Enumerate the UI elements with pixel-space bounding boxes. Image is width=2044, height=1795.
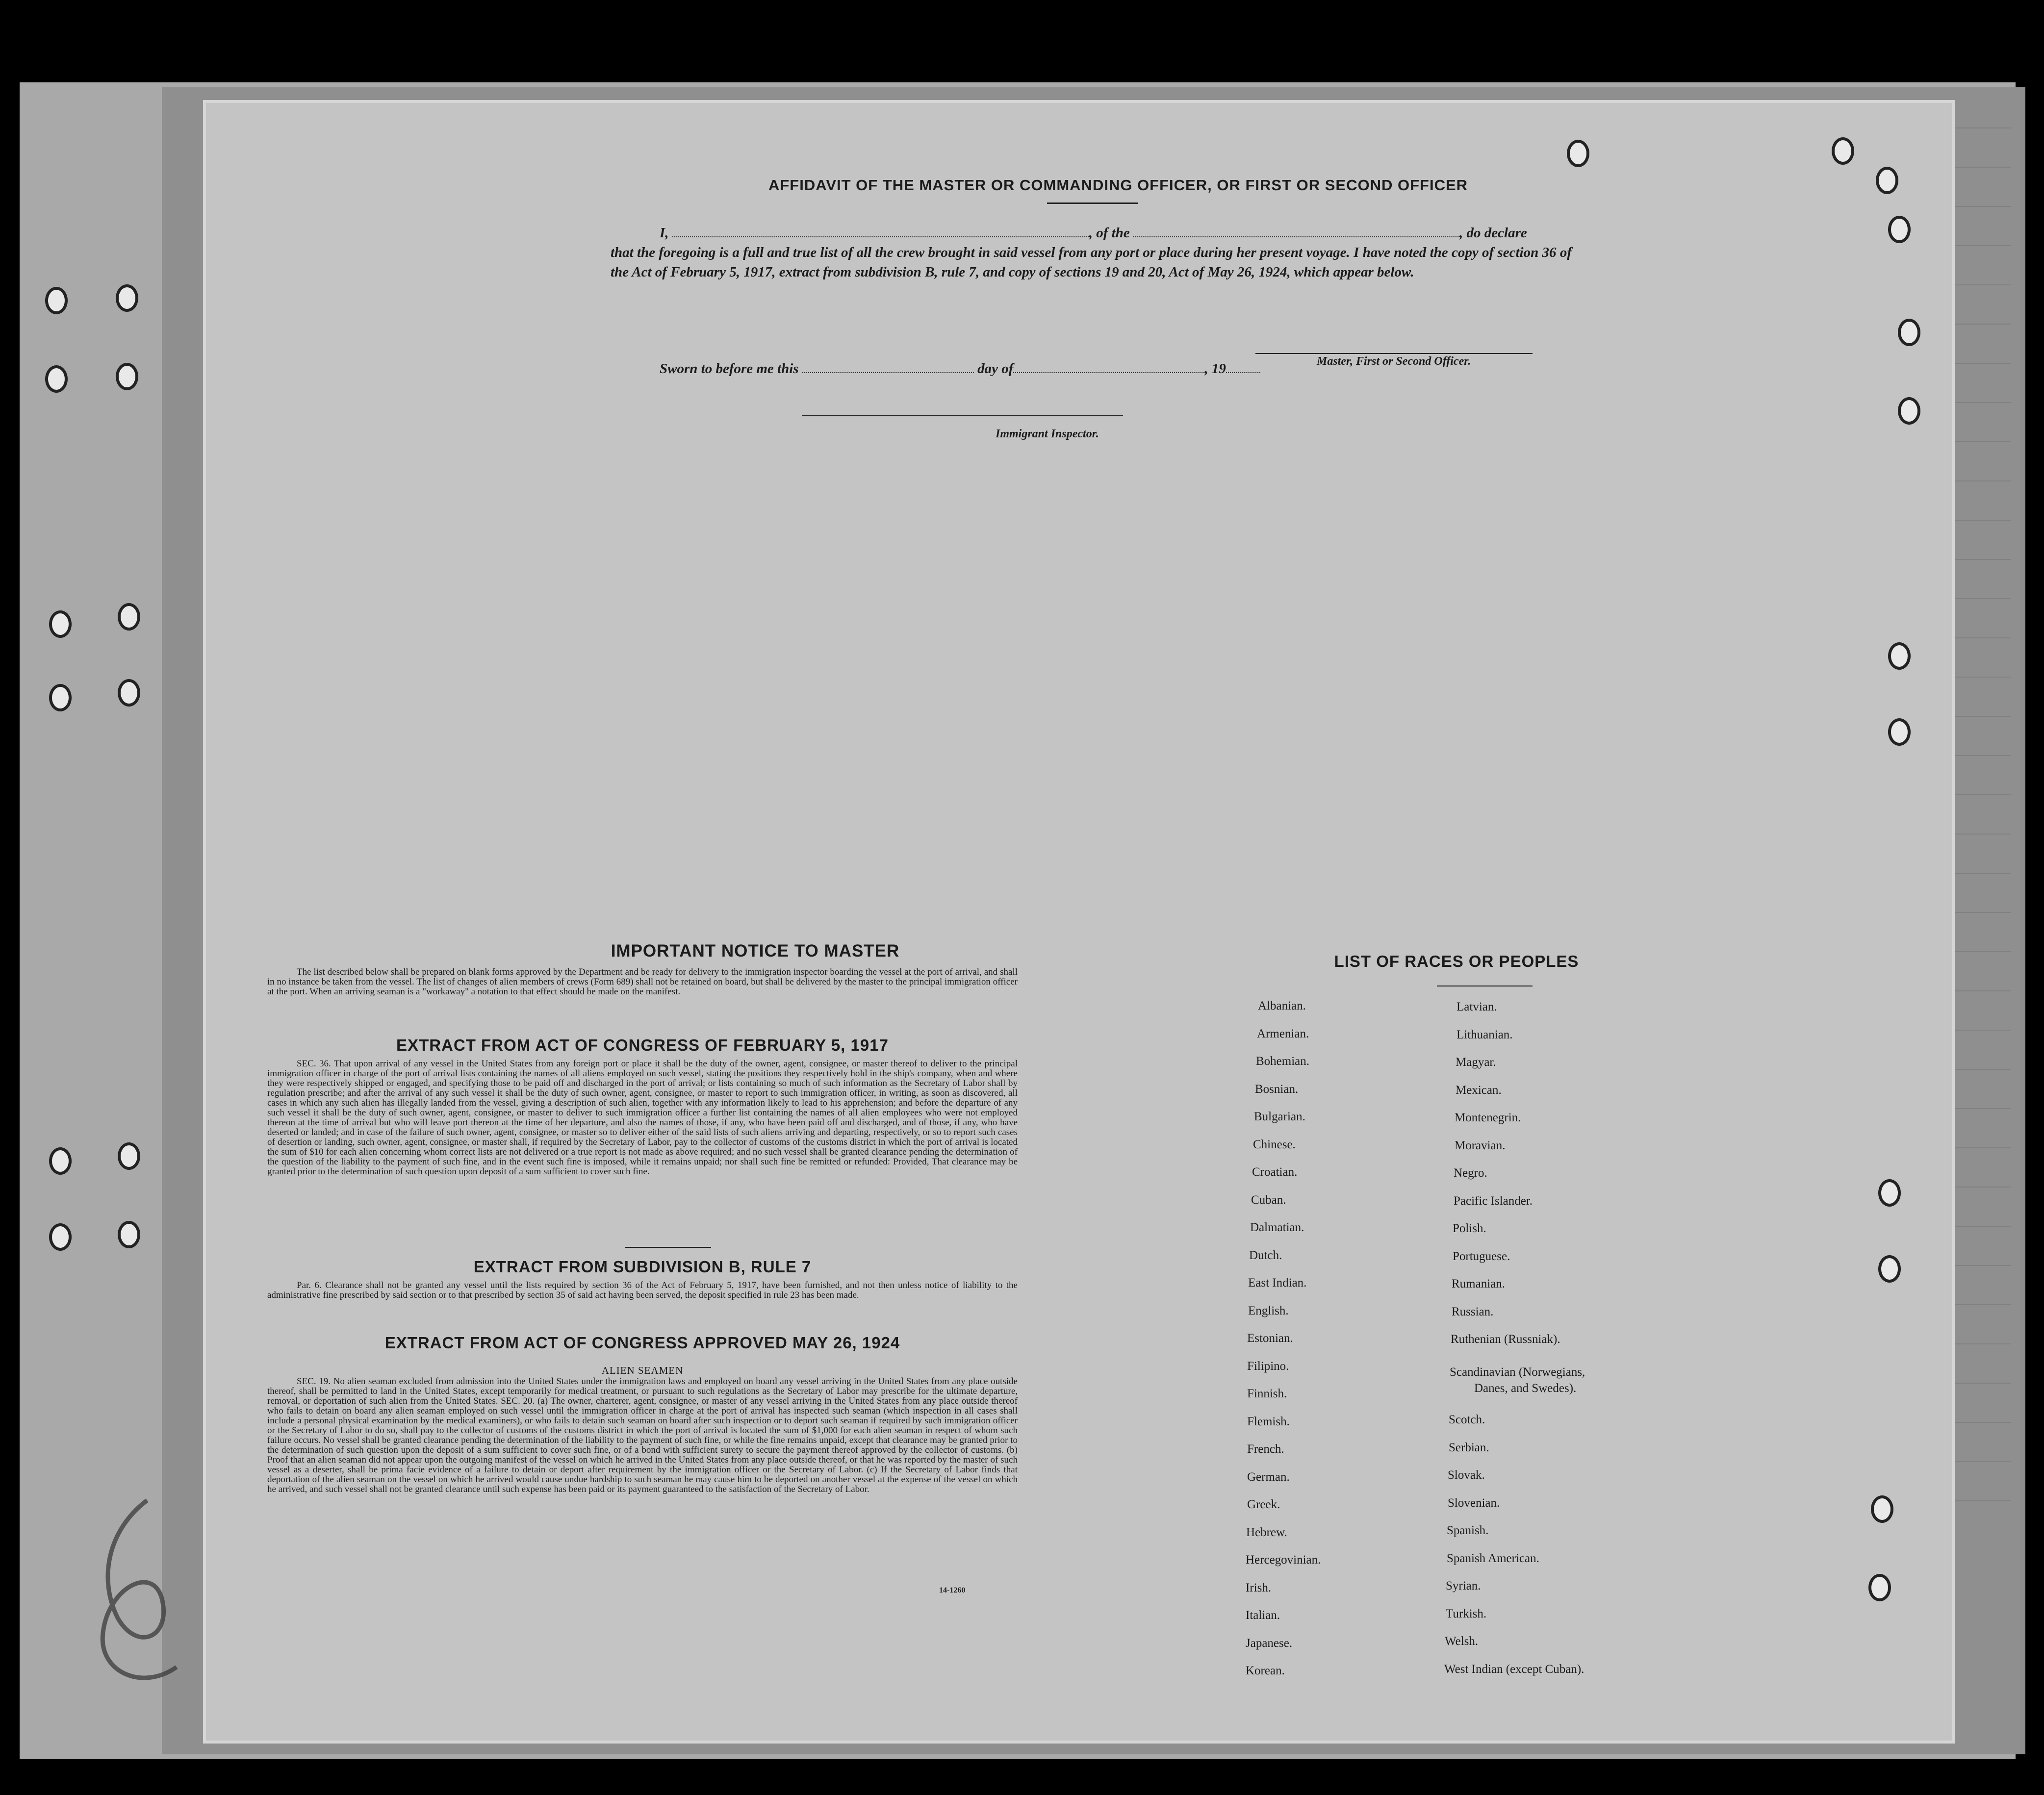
binder-hole (49, 610, 72, 638)
alien-seamen-subtitle: ALIEN SEAMEN (601, 1365, 684, 1376)
binder-hole (1871, 1495, 1893, 1523)
binder-hole (1868, 1574, 1891, 1601)
divider (625, 1247, 711, 1248)
race-item: Russian. (1452, 1305, 1494, 1318)
sworn-day-field[interactable] (802, 360, 974, 373)
race-item: Cuban. (1251, 1193, 1286, 1207)
year-label: , 19 (1204, 361, 1226, 377)
race-item: Lithuanian. (1456, 1028, 1513, 1041)
affidavit-statement (611, 223, 1572, 282)
race-item: Bosnian. (1255, 1083, 1299, 1096)
notice-title: IMPORTANT NOTICE TO MASTER (611, 941, 900, 961)
race-item: Danes, and Swedes). (1474, 1382, 1577, 1395)
master-signature-label: Master, First or Second Officer. (1317, 355, 1471, 368)
race-item: Dalmatian. (1250, 1221, 1304, 1234)
day-of-label: day of (977, 361, 1014, 377)
race-item: Welsh. (1445, 1635, 1479, 1648)
race-item: Spanish. (1447, 1524, 1489, 1537)
race-item: Turkish. (1446, 1607, 1487, 1620)
race-item: Bulgarian. (1254, 1110, 1305, 1123)
race-item: Flemish. (1247, 1415, 1290, 1428)
inspector-signature-label: Immigrant Inspector. (996, 428, 1099, 440)
race-item: Mexican. (1456, 1084, 1502, 1097)
race-item: Filipino. (1247, 1360, 1289, 1373)
binder-hole (1888, 642, 1911, 670)
race-item: Negro. (1454, 1166, 1487, 1180)
race-item: Polish. (1453, 1222, 1486, 1235)
race-item: Pacific Islander. (1454, 1194, 1533, 1208)
race-item: Albanian. (1258, 999, 1306, 1012)
i-label: I, (660, 225, 669, 241)
binder-hole (49, 1147, 72, 1175)
vessel-name-field[interactable] (1133, 225, 1459, 237)
binder-hole (1888, 216, 1911, 243)
affidavit-sheet (206, 103, 1952, 1741)
binder-hole (1567, 140, 1589, 167)
race-item: Scotch. (1449, 1413, 1485, 1426)
extract-1924-title: EXTRACT FROM ACT OF CONGRESS APPROVED MAY 26, 1924 (384, 1334, 900, 1352)
race-item: Slovenian. (1448, 1496, 1500, 1510)
race-item: Japanese. (1246, 1637, 1293, 1650)
binder-hole (1878, 1255, 1901, 1283)
race-item: Slovak. (1448, 1468, 1485, 1482)
race-item: Syrian. (1446, 1579, 1481, 1593)
binder-hole (49, 684, 72, 711)
extract-1917-title: EXTRACT FROM ACT OF CONGRESS OF FEBRUARY 5, 1917 (396, 1036, 889, 1054)
race-item: French. (1247, 1442, 1284, 1456)
sworn-month-field[interactable] (1013, 360, 1204, 373)
race-item: Ruthenian (Russniak). (1451, 1333, 1560, 1346)
race-item: Hercegovinian. (1246, 1553, 1321, 1567)
notice-text: The list described below shall be prepared on blank forms approved by the Department and be ready for delivery to the immigration inspector boarding the vessel at the port of arrival, and shall in no instance be taken from the vessel. The list of changes of alien members of crews (Form 689) shall not be retained on board, but shall be delivered by the master to the principal immigration officer at the port. When an arriving seaman is a "workaway" a notation to that effect should be made on the manifest. (267, 967, 1018, 997)
sworn-statement (660, 360, 1260, 377)
master-name-field[interactable] (672, 225, 1089, 237)
race-item: Irish. (1246, 1581, 1272, 1594)
binder-hole (1888, 718, 1911, 746)
race-item: East Indian. (1248, 1276, 1307, 1289)
binder-hole (1898, 319, 1920, 346)
binder-hole (1898, 397, 1920, 425)
binder-hole (45, 365, 68, 393)
race-item: Magyar. (1456, 1056, 1496, 1069)
races-title: LIST OF RACES OR PEOPLES (1334, 952, 1579, 970)
race-item: Rumanian. (1452, 1277, 1506, 1290)
form-number: 14-1260 (939, 1586, 966, 1594)
race-item: Estonian. (1247, 1332, 1293, 1345)
race-item: Finnish. (1247, 1387, 1287, 1400)
extract-1924-text: SEC. 19. No alien seaman excluded from admission into the United States under the immigration laws and employed on board any vessel arriving in the United States from any place outside thereof, shall be permitted to land in the United States, except temporarily for medical treatment, or pursuant to such regulations as the Secretary of Labor may prescribe for the ultimate departure, removal, or deportation of such alien from the United States. SEC. 20. (a) The owner, charterer, agent, consignee, or master of any vessel arriving in the United States from any place outside thereof who fails to detain on board any alien seaman employed on such vessel until the immigration officer in charge at the port of arrival has inspected such seaman (which inspection in all cases shall include a personal physical examination by the medical examiners), or who fails to detain such seaman on board after such inspection or to deport such seaman if required by such immigration officer or the Secretary of Labor to do so, shall pay to the collector of customs of the customs district in which the port of arrival is located the sum of $1,000 for each alien seaman in respect of whom such failure occurs. No vessel shall be granted clearance pending the determination of the liability to the payment of such fine, or while the fine remains unpaid, except that clearance may be granted prior to the determination of such question upon the deposit of a sum sufficient to cover such fine, or of a bond with sufficient surety to secure the payment thereof approved by the collector of customs. (b) Proof that an alien seaman did not appear upon the outgoing manifest of the vessel on which he arrived in the United States from any place outside thereof, or that he was reported by the master of such vessel as a deserter, shall be prima facie evidence of a failure to detain or deport after requirement by the immigration officer or the Secretary of Labor. (c) If the Secretary of Labor finds that deportation of the alien seaman on the vessel on which he arrived would cause undue hardship to such seaman he may cause him to be deported on another vessel at the expense of the vessel on which he arrived, and such vessel shall not be granted clearance until such expense has been paid or its payment guaranteed to the satisfaction of the Secretary of Labor. (267, 1376, 1018, 1494)
binder-hole (118, 1142, 140, 1170)
affidavit-body: that the foregoing is a full and true list of all the crew brought in said vessel from any port or place during her present voyage. I have noted the copy of section 36 of the Act of February 5, 1917, extract from subdivision B, rule 7, and copy of sections 19 and 20, Act of May 26, 1924, which appear below. (611, 245, 1572, 280)
race-item: Chinese. (1253, 1138, 1296, 1151)
race-item: Scandinavian (Norwegians, (1450, 1365, 1585, 1379)
binder-hole (1832, 137, 1854, 165)
of-the-label: , of the (1089, 225, 1130, 241)
binder-hole (49, 1223, 72, 1251)
binder-hole (118, 1221, 140, 1248)
race-item: Moravian. (1455, 1139, 1506, 1152)
race-item: Italian. (1246, 1609, 1280, 1622)
race-item: Serbian. (1449, 1441, 1489, 1454)
race-item: Spanish American. (1447, 1552, 1539, 1565)
race-item: West Indian (except Cuban). (1444, 1663, 1584, 1676)
extract-1917-text: SEC. 36. That upon arrival of any vessel in the United States from any foreign port or place it shall be the duty of the owner, agent, consignee, or master thereof to deliver to the principal immigration officer in charge of the port of arrival lists containing the names of all aliens employed on such vessel, stating the positions they respectively hold in the ship's company, when and where they were respectively shipped or engaged, and specifying those to be paid off and discharged in the port of arrival; or lists containing so much of such information as the Secretary of Labor shall by regulation prescribe; and after the arrival of any such vessel it shall be the duty of such owner, agent, consignee, or master to report to such immigration officer, in writing, as soon as discovered, all cases in which any such alien has illegally landed from the vessel, giving a description of such alien, together with any information likely to lead to his apprehension; and before the departure of any such vessel it shall be the duty of such owner, agent, consignee, or master to deliver to such immigration officer a further list containing the names of all alien employees who were not employed thereon at the time of arrival but who will leave port thereon at the time of her departure, and also the names of those, if any, who have been paid off and discharged, and of those, if any, who have deserted or landed; and in case of the failure of such owner, agent, consignee, or master so to deliver either of the said lists of such aliens arriving and departing, respectively, or so to report such cases of desertion or landing, such owner, agent, consignee, or master shall, if required by the Secretary of Labor, pay to the collector of customs of the customs district in which the port of arrival is located the sum of $10 for each alien concerning whom correct lists are not delivered or a true report is not made as above required; and no such vessel shall be granted clearance pending the determination of the question of the liability to the payment of such fine, and in the event such fine is imposed, while it remains unpaid; nor shall such fine be remitted or refunded: Provided, That clearance may be granted prior to the determination of such question upon deposit of a sum sufficient to cover such fine. (267, 1059, 1018, 1177)
binder-hole (45, 287, 68, 314)
binder-hole (1878, 1179, 1901, 1207)
inspector-signature-line[interactable] (802, 415, 1123, 416)
binder-hole (116, 284, 138, 312)
pen-scribble (88, 1491, 206, 1696)
rule-7-text: Par. 6. Clearance shall not be granted any vessel until the lists required by section 36 of the Act of February 5, 1917, have been furnished, and not then unless notice of liability to the administrative fine prescribed by said section or to that prescribed by section 35 of said act having been served, the deposit specified in rule 23 has been made. (267, 1280, 1018, 1300)
affidavit-title: AFFIDAVIT OF THE MASTER OR COMMANDING OFFICER, OR FIRST OR SECOND OFFICER (768, 177, 1468, 194)
rule-7-title: EXTRACT FROM SUBDIVISION B, RULE 7 (473, 1258, 812, 1276)
binder-hole (118, 603, 140, 631)
binder-hole (118, 679, 140, 707)
race-item: Latvian. (1456, 1000, 1497, 1013)
race-item: Hebrew. (1246, 1526, 1287, 1539)
binder-hole (116, 363, 138, 390)
race-item: English. (1248, 1304, 1289, 1317)
master-signature-line[interactable] (1255, 353, 1533, 354)
race-item: Portuguese. (1453, 1250, 1510, 1263)
sworn-year-field[interactable] (1226, 360, 1260, 373)
race-item: Croatian. (1252, 1165, 1298, 1179)
race-item: Montenegrin. (1455, 1111, 1521, 1124)
divider (1047, 202, 1138, 204)
race-item: Dutch. (1249, 1249, 1282, 1262)
do-declare-label: , do declare (1459, 225, 1527, 241)
binder-hole (1876, 167, 1898, 194)
race-item: Armenian. (1257, 1027, 1309, 1040)
race-item: Bohemian. (1256, 1055, 1310, 1068)
race-item: Korean. (1246, 1664, 1285, 1677)
sworn-label: Sworn to before me this (660, 361, 799, 377)
race-item: German. (1247, 1470, 1290, 1484)
race-item: Greek. (1247, 1498, 1280, 1511)
